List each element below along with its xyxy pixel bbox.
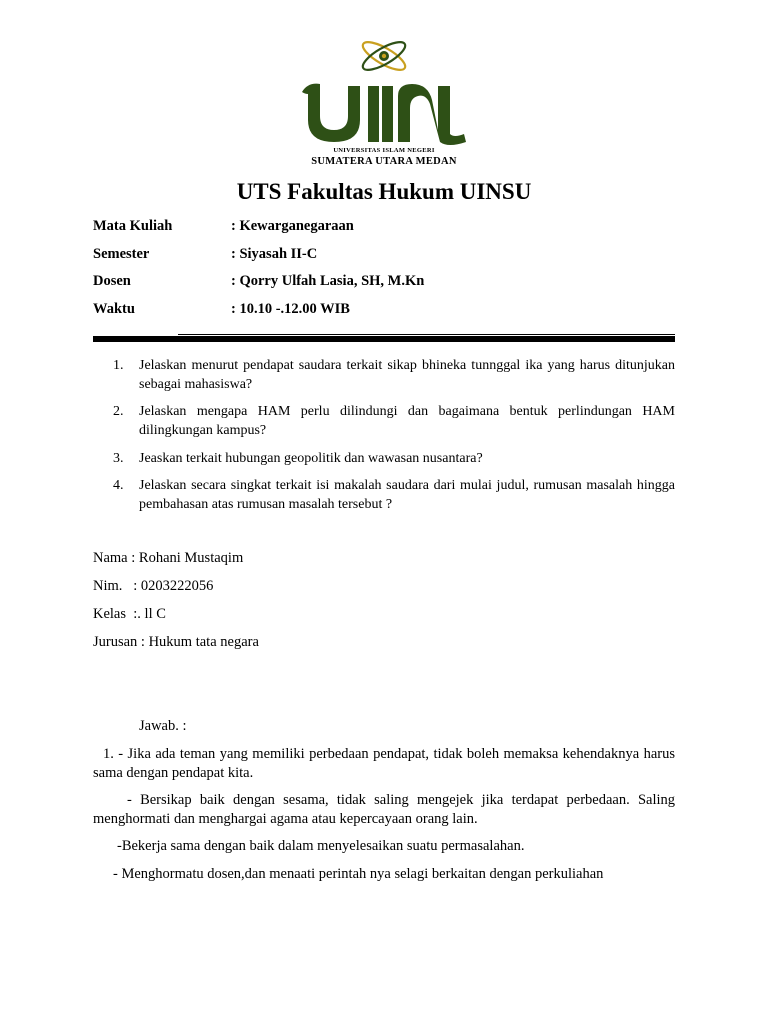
answer-heading: Jawab. : [139,718,187,734]
answer-paragraph: -Bekerja sama dengan baik dalam menyelesaikan suatu permasalahan. [117,838,525,854]
question-number: 4. [113,478,124,493]
student-nim: Nim. : 0203222056 [93,578,214,594]
info-value: : Siyasah II-C [231,246,318,262]
info-label: Dosen [93,273,131,289]
question-item [93,450,675,469]
student-class: Kelas :. ll C [93,606,166,622]
logo-university-line1: UNIVERSITAS ISLAM NEGERI [333,147,435,154]
answer-paragraph: - Bersikap baik dengan sesama, tidak saling mengejek jika terdapat perbedaan. Saling menghormati dan menghargai agama atau kepercayaan orang lain. [93,792,675,827]
question-text: Jelaskan secara singkat terkait isi makalah saudara dari mulai judul, rumusan masalah hingga pembahasan atas rumusan masalah tersebut ? [139,478,675,512]
student-name: Nama : Rohani Mustaqim [93,550,244,566]
question-item [93,477,675,514]
info-value: : 10.10 -.12.00 WIB [231,301,350,317]
question-number: 1. [113,358,124,373]
info-value: : Qorry Ulfah Lasia, SH, M.Kn [231,273,425,289]
question-number: 2. [113,404,124,419]
logo-university-line2: SUMATERA UTARA MEDAN [311,156,457,167]
uin-emblem-icon [298,34,470,146]
student-major: Jurusan : Hukum tata negara [93,634,259,650]
question-text: Jeaskan terkait hubungan geopolitik dan wawasan nusantara? [139,451,483,466]
info-label: Waktu [93,301,135,317]
page-title: UTS Fakultas Hukum UINSU [236,179,532,204]
info-label: Semester [93,246,150,262]
question-text: Jelaskan menurut pendapat saudara terkait sikap bhineka tunnggal ika yang harus ditunjukan sebagai mahasiswa? [139,358,675,392]
info-value: : Kewarganegaraan [231,218,354,234]
divider-thick [93,336,675,342]
divider-thin [178,334,675,335]
info-label: Mata Kuliah [93,218,173,234]
answer-paragraph: 1. - Jika ada teman yang memiliki perbedaan pendapat, tidak boleh memaksa kehendaknya harus sama dengan pendapat kita. [93,746,675,781]
university-logo [298,34,470,174]
answer-paragraph: - Menghormatu dosen,dan menaati perintah nya selagi berkaitan dengan perkuliahan [113,866,604,882]
question-number: 3. [113,451,124,466]
question-item [93,403,675,440]
question-item [93,357,675,394]
question-text: Jelaskan mengapa HAM perlu dilindungi dan bagaimana bentuk perlindungan HAM dilingkungan kampus? [139,404,675,438]
